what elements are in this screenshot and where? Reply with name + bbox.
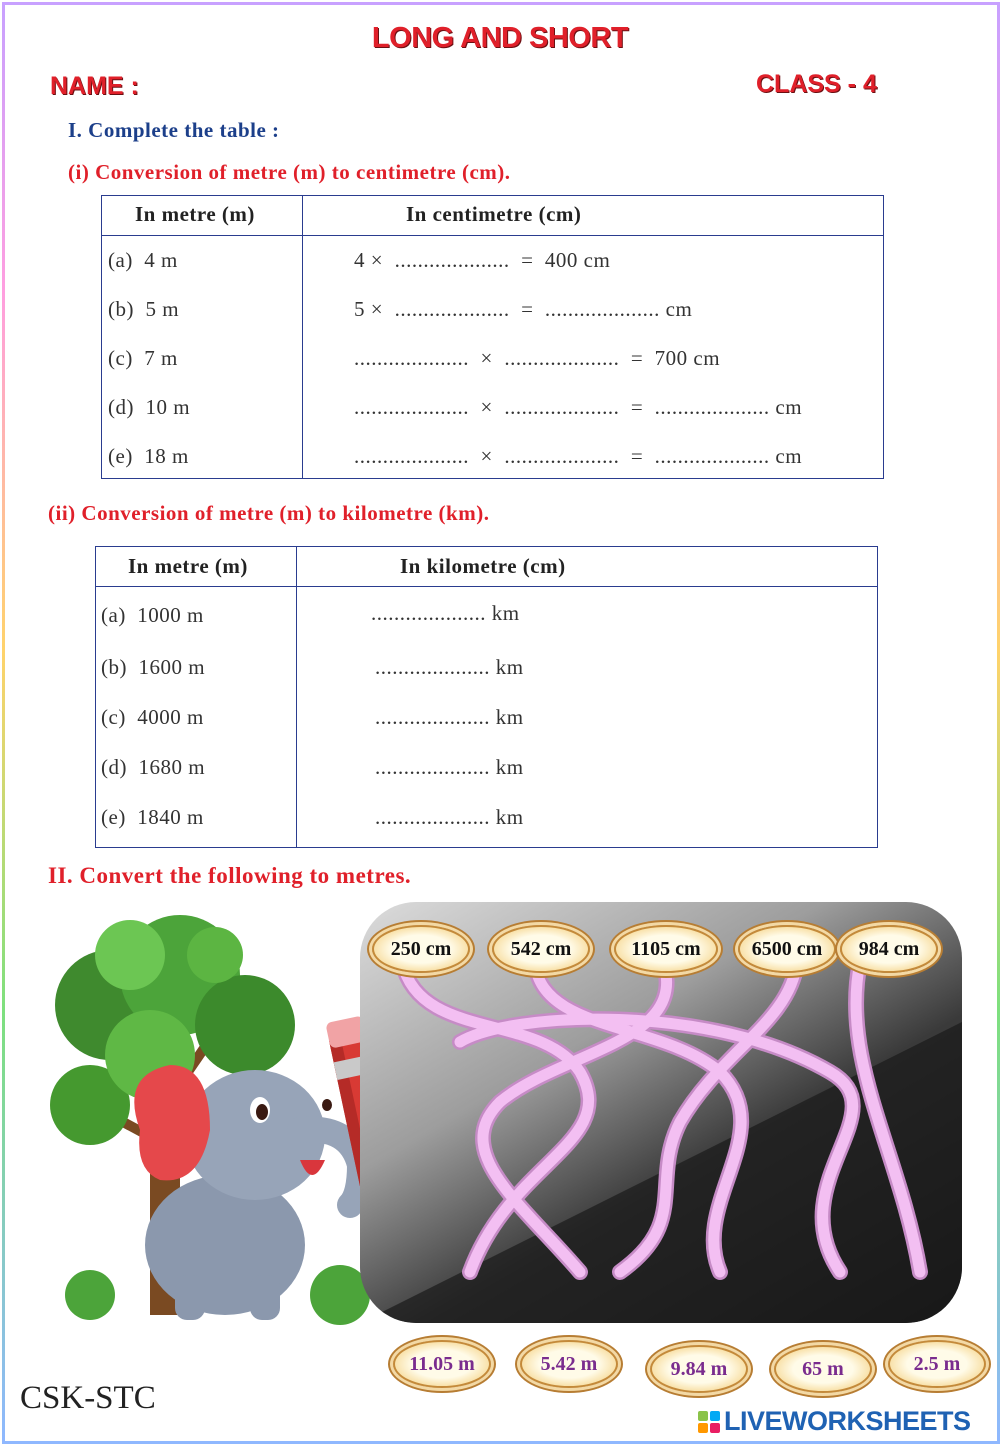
maze-end-9-84m[interactable]: 9.84 m bbox=[650, 1345, 748, 1393]
table2-row-label: (d) 1680 m bbox=[101, 755, 206, 779]
maze-start-542cm[interactable]: 542 cm bbox=[492, 925, 590, 973]
table2-row-label: (e) 1840 m bbox=[101, 805, 204, 829]
part1-heading: (i) Conversion of metre (m) to centimetre (cm). bbox=[68, 160, 511, 184]
table1-header-metre: In metre (m) bbox=[135, 202, 255, 226]
maze-end-2-5m[interactable]: 2.5 m bbox=[888, 1340, 986, 1388]
table2-row-label: (b) 1600 m bbox=[101, 655, 206, 679]
maze-end-11-05m[interactable]: 11.05 m bbox=[393, 1340, 491, 1388]
table2-header-metre: In metre (m) bbox=[128, 554, 248, 578]
section1-heading: I. Complete the table : bbox=[68, 118, 280, 142]
table1-row-answer[interactable]: 5 × .................... = .................... cm bbox=[354, 297, 693, 321]
table1-row-label: (b) 5 m bbox=[108, 297, 180, 321]
table1-row-label: (e) 18 m bbox=[108, 444, 189, 468]
maze-end-5-42m[interactable]: 5.42 m bbox=[520, 1340, 618, 1388]
table2-row-answer[interactable]: .................... km bbox=[375, 805, 524, 829]
class-label: CLASS - 4 bbox=[756, 70, 877, 98]
table2-header-kilometre: In kilometre (cm) bbox=[400, 554, 566, 578]
table1-row-answer[interactable]: .................... × .................... = .................... cm bbox=[354, 444, 803, 468]
metre-to-centimetre-table bbox=[101, 195, 884, 479]
table1-row-label: (a) 4 m bbox=[108, 248, 178, 272]
maze-start-1105cm[interactable]: 1105 cm bbox=[614, 925, 718, 973]
table2-row-answer[interactable]: .................... km bbox=[375, 705, 524, 729]
footer-credit: CSK-STC bbox=[20, 1380, 156, 1416]
section2-heading: II. Convert the following to metres. bbox=[48, 863, 412, 888]
table2-row-label: (a) 1000 m bbox=[101, 603, 204, 627]
table2-row-answer[interactable]: .................... km bbox=[371, 601, 520, 625]
table1-row-answer[interactable]: .................... × .................... = .................... cm bbox=[354, 395, 803, 419]
metre-to-kilometre-table bbox=[95, 546, 878, 848]
maze-start-250cm[interactable]: 250 cm bbox=[372, 925, 470, 973]
maze-end-65m[interactable]: 65 m bbox=[774, 1345, 872, 1393]
part2-heading: (ii) Conversion of metre (m) to kilometre (km). bbox=[48, 501, 490, 525]
table2-row-answer[interactable]: .................... km bbox=[375, 655, 524, 679]
liveworksheets-brand bbox=[698, 1406, 971, 1437]
maze-start-984cm[interactable]: 984 cm bbox=[840, 925, 938, 973]
table2-row-answer[interactable]: .................... km bbox=[375, 755, 524, 779]
elephant-illustration bbox=[50, 915, 390, 1325]
liveworksheets-text: LIVEWORKSHEETS bbox=[724, 1406, 971, 1436]
table1-header-centimetre: In centimetre (cm) bbox=[406, 202, 582, 226]
liveworksheets-logo-icon bbox=[698, 1411, 720, 1433]
table1-row-label: (d) 10 m bbox=[108, 395, 191, 419]
worksheet-title: LONG AND SHORT bbox=[371, 22, 629, 54]
table1-row-answer[interactable]: .................... × .................... = 700 cm bbox=[354, 346, 721, 370]
table1-row-answer[interactable]: 4 × .................... = 400 cm bbox=[354, 248, 611, 272]
table2-row-label: (c) 4000 m bbox=[101, 705, 204, 729]
table1-row-label: (c) 7 m bbox=[108, 346, 178, 370]
name-label: NAME : bbox=[50, 72, 139, 100]
maze-start-6500cm[interactable]: 6500 cm bbox=[738, 925, 836, 973]
